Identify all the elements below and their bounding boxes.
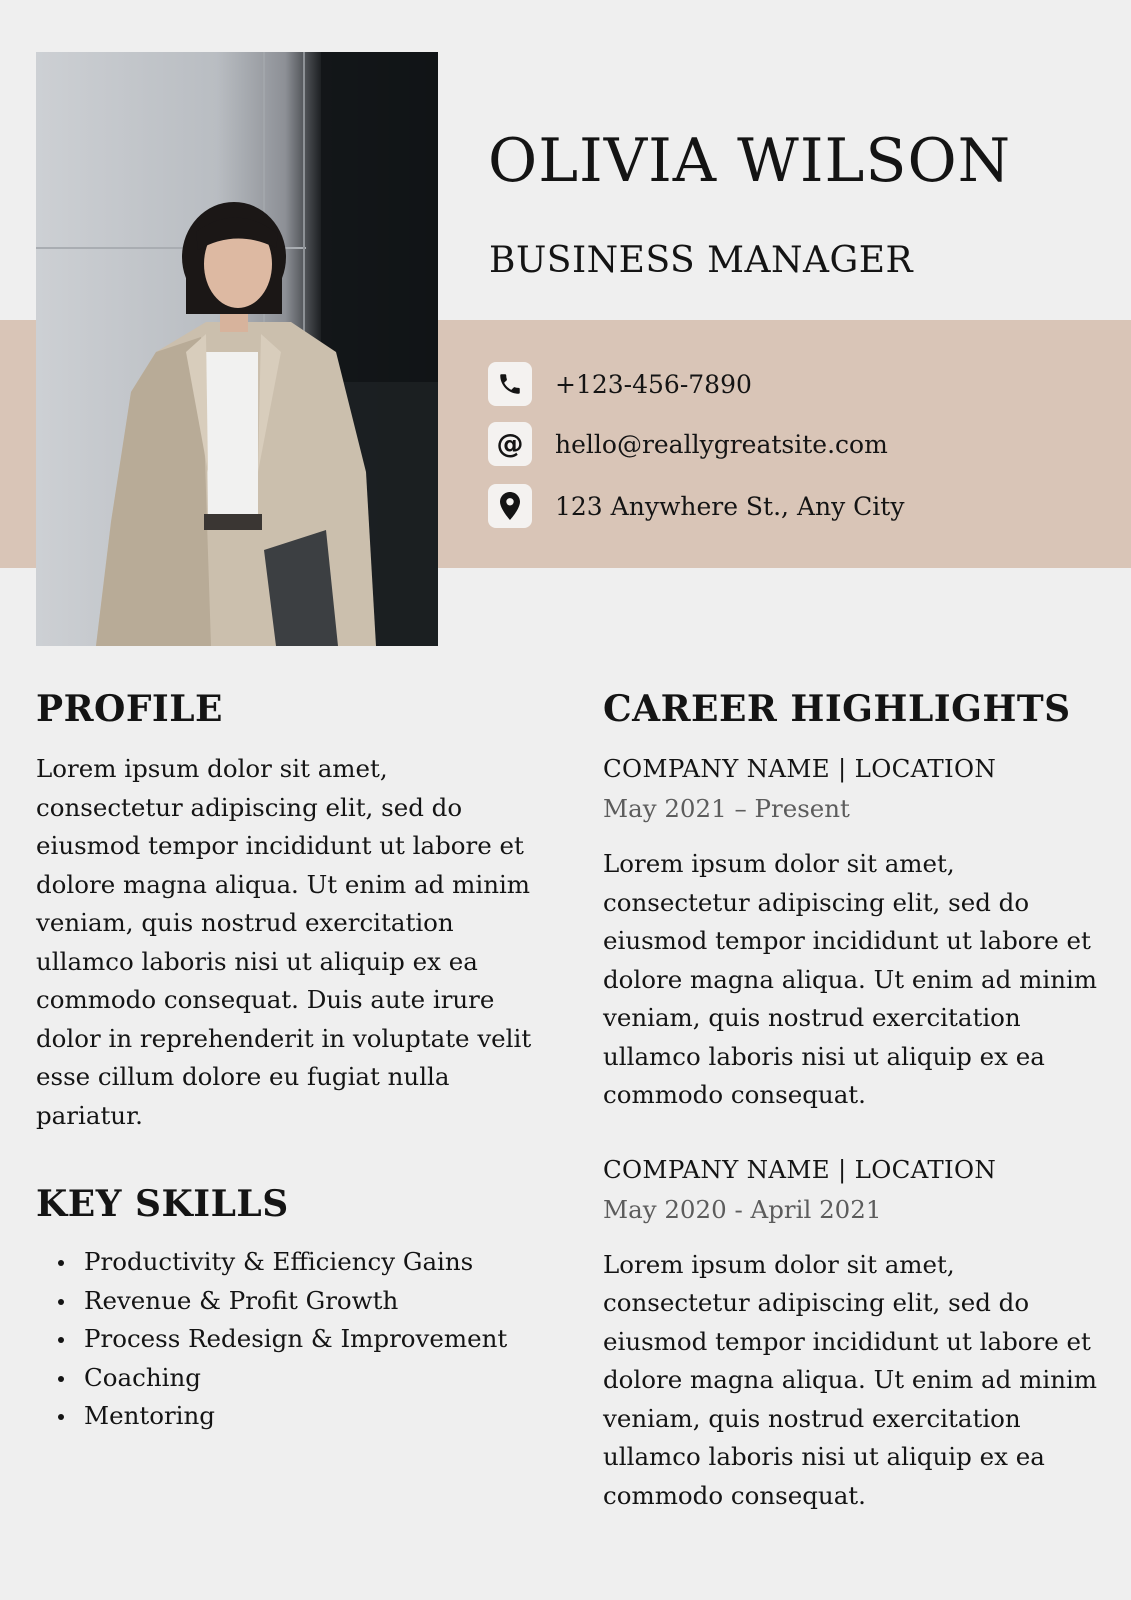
phone-icon [488,362,532,406]
contact-phone [488,361,752,407]
job-company: COMPANY NAME | LOCATION [603,754,997,783]
job-company: COMPANY NAME | LOCATION [603,1154,997,1184]
contact-email [488,421,888,467]
career-section [603,688,1103,1515]
candidate-role: BUSINESS MANAGER [489,240,914,281]
profile-heading: PROFILE [36,688,223,730]
skill-item: Process Redesign & Improvement [36,1320,536,1359]
skills-heading: KEY SKILLS [36,1183,289,1225]
skill-item: Productivity & Efficiency Gains [36,1243,536,1282]
contact-address-text: 123 Anywhere St., Any City [555,491,905,521]
career-heading: CAREER HIGHLIGHTS [603,688,1071,730]
job-dates: May 2020 - April 2021 [603,1194,882,1224]
location-pin-icon [488,484,532,528]
contact-email-text: hello@reallygreatsite.com [555,429,888,459]
profile-photo [36,52,438,646]
skill-item: Coaching [36,1359,536,1398]
contact-address [488,483,904,529]
job-description: Lorem ipsum dolor sit amet, consectetur adipiscing elit, sed do eiusmod tempor incididunt ut labore et dolore magna aliqua. Ut enim ad minim veniam, quis nostrud exercitation ullamco laboris nisi ut aliquip ex ea commodo consequat. [603,1249,1098,1510]
skills-section [36,1183,536,1436]
job-dates: May 2021 – Present [603,794,850,823]
job-description: Lorem ipsum dolor sit amet, consectetur adipiscing elit, sed do eiusmod tempor incididunt ut labore et dolore magna aliqua. Ut enim ad minim veniam, quis nostrud exercitation ullamco laboris nisi ut aliquip ex ea commodo consequat. [603,849,1098,1109]
skill-item: Mentoring [36,1397,536,1436]
job-entry [603,1155,1103,1516]
skills-list [36,1243,536,1436]
skill-item: Revenue & Profit Growth [36,1282,536,1321]
job-entry [603,754,1103,1115]
profile-text: Lorem ipsum dolor sit amet, consectetur adipiscing elit, sed do eiusmod tempor incididunt ut labore et dolore magna aliqua. Ut enim ad minim veniam, quis nostrud exercitation ullamco laboris nisi ut aliquip ex ea commodo consequat. Duis aute irure dolor in reprehenderit in voluptate velit esse cillum dolore eu fugiat nulla pariatur. [36,754,532,1130]
candidate-name: OLIVIA WILSON [488,126,1012,196]
at-icon: @ [488,422,532,466]
contact-phone-text: +123-456-7890 [555,369,752,399]
profile-section [36,688,536,1135]
